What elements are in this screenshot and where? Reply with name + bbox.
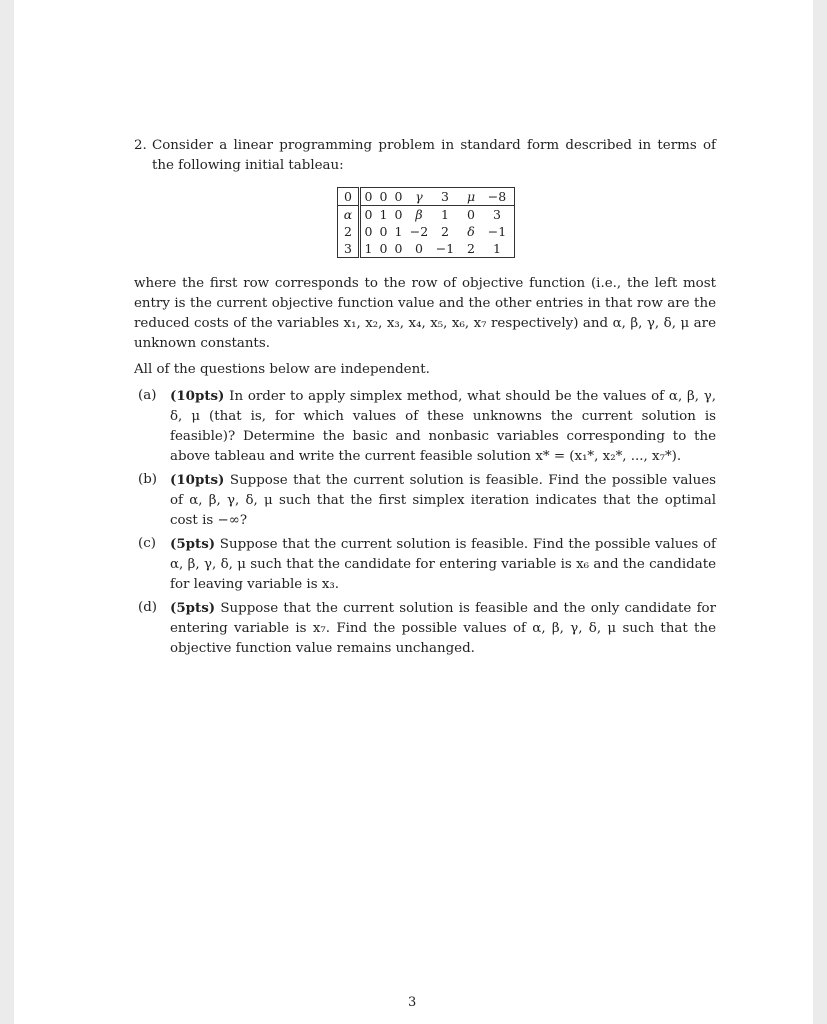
part-body — [170, 598, 716, 659]
part-label: (d) — [138, 600, 158, 615]
part-body — [170, 470, 716, 531]
tableau-cell: 1 — [394, 224, 403, 239]
part-text: In order to apply simplex method, what should be the values of α, β, γ, δ, μ (that is, for which values of these unknowns the current solution is feasible)? Determine the basic and nonbasic variables corresponding to the above tableau and write the current feasible solution x* = (x₁*, x₂*, ..., x₇*). — [170, 389, 716, 464]
part-points: (5pts) — [170, 600, 216, 616]
tableau-cell: 1 — [379, 207, 388, 222]
simplex-tableau — [337, 187, 515, 258]
tableau-cell: −1 — [435, 241, 455, 256]
question-part-d — [134, 598, 716, 659]
question-part-b — [134, 470, 716, 531]
question-parts — [134, 386, 716, 659]
tableau-cell: 0 — [379, 241, 388, 256]
tableau-cell: 1 — [493, 241, 501, 256]
question-part-a — [134, 386, 716, 467]
tableau-cell: 0 — [394, 241, 403, 256]
tableau-cell: γ — [406, 188, 432, 206]
tableau-cell: 0 — [391, 188, 406, 206]
tableau-cell: 3 — [338, 240, 360, 258]
tableau-cell: 3 — [432, 188, 458, 206]
part-label: (a) — [138, 388, 157, 403]
tableau-cell: 2 — [467, 241, 475, 256]
tableau-cell: 0 — [364, 224, 373, 239]
part-text: Suppose that the current solution is feasible and the only candidate for entering variable is x₇. Find the possible values of α, β, γ, δ, μ such that the objective function value remains unchanged. — [170, 601, 716, 656]
tableau-cell: 1 — [364, 241, 373, 256]
part-body — [170, 534, 716, 595]
paragraph-description: where the first row corresponds to the row of objective function (i.e., the left most entry is the current objective function value and the other entries in that row are the reduced costs of the variables x₁, x₂, x₃, x₄, x₅, x₆, x₇ respectively) and α, β, γ, δ, μ are unknown constants. — [134, 276, 716, 351]
problem-number: 2. — [134, 138, 147, 153]
tableau-row — [338, 206, 515, 224]
page-content — [134, 136, 716, 659]
problem-2 — [134, 136, 716, 176]
document-page — [14, 0, 813, 1024]
tableau-cell: 1 — [441, 207, 449, 222]
part-points: (10pts) — [170, 388, 225, 404]
tableau-cell: δ — [467, 224, 475, 239]
tableau-cell: −2 — [409, 224, 429, 239]
tableau-row — [338, 240, 515, 258]
tableau-cell: α — [338, 206, 360, 224]
paragraph-independent: All of the questions below are independent. — [134, 362, 430, 377]
tableau-cell: β — [415, 207, 423, 222]
part-label: (b) — [138, 472, 158, 487]
part-body — [170, 386, 716, 467]
tableau-cell: 0 — [376, 188, 391, 206]
part-label: (c) — [138, 536, 156, 551]
tableau-cell: 0 — [364, 207, 373, 222]
page-number: 3 — [408, 995, 417, 1010]
tableau-row — [338, 223, 515, 240]
part-text: Suppose that the current solution is feasible. Find the possible values of α, β, γ, δ, μ such that the candidate for entering variable is x₆ and the candidate for leaving variable is x₃. — [170, 537, 716, 592]
tableau-cell: μ — [458, 188, 484, 206]
tableau-cell: 0 — [467, 207, 475, 222]
question-part-c — [134, 534, 716, 595]
tableau-cell: 3 — [493, 207, 501, 222]
tableau-cell: −1 — [487, 224, 507, 239]
tableau-cell: 0 — [360, 188, 377, 206]
tableau-cell: 0 — [394, 207, 403, 222]
tableau-cell: 0 — [415, 241, 423, 256]
tableau-cell: −8 — [484, 188, 515, 206]
problem-intro: Consider a linear programming problem in standard form described in terms of the following initial tableau: — [152, 138, 716, 173]
tableau-cell: 0 — [338, 188, 360, 206]
part-points: (5pts) — [170, 536, 216, 552]
tableau-cell: 2 — [338, 223, 360, 240]
part-text: Suppose that the current solution is feasible. Find the possible values of α, β, γ, δ, μ such that the first simplex iteration indicates that the optimal cost is −∞? — [170, 473, 717, 528]
part-points: (10pts) — [170, 472, 225, 488]
tableau-row-objective — [338, 188, 515, 206]
tableau-cell: 2 — [441, 224, 449, 239]
tableau-cell: 0 — [379, 224, 388, 239]
